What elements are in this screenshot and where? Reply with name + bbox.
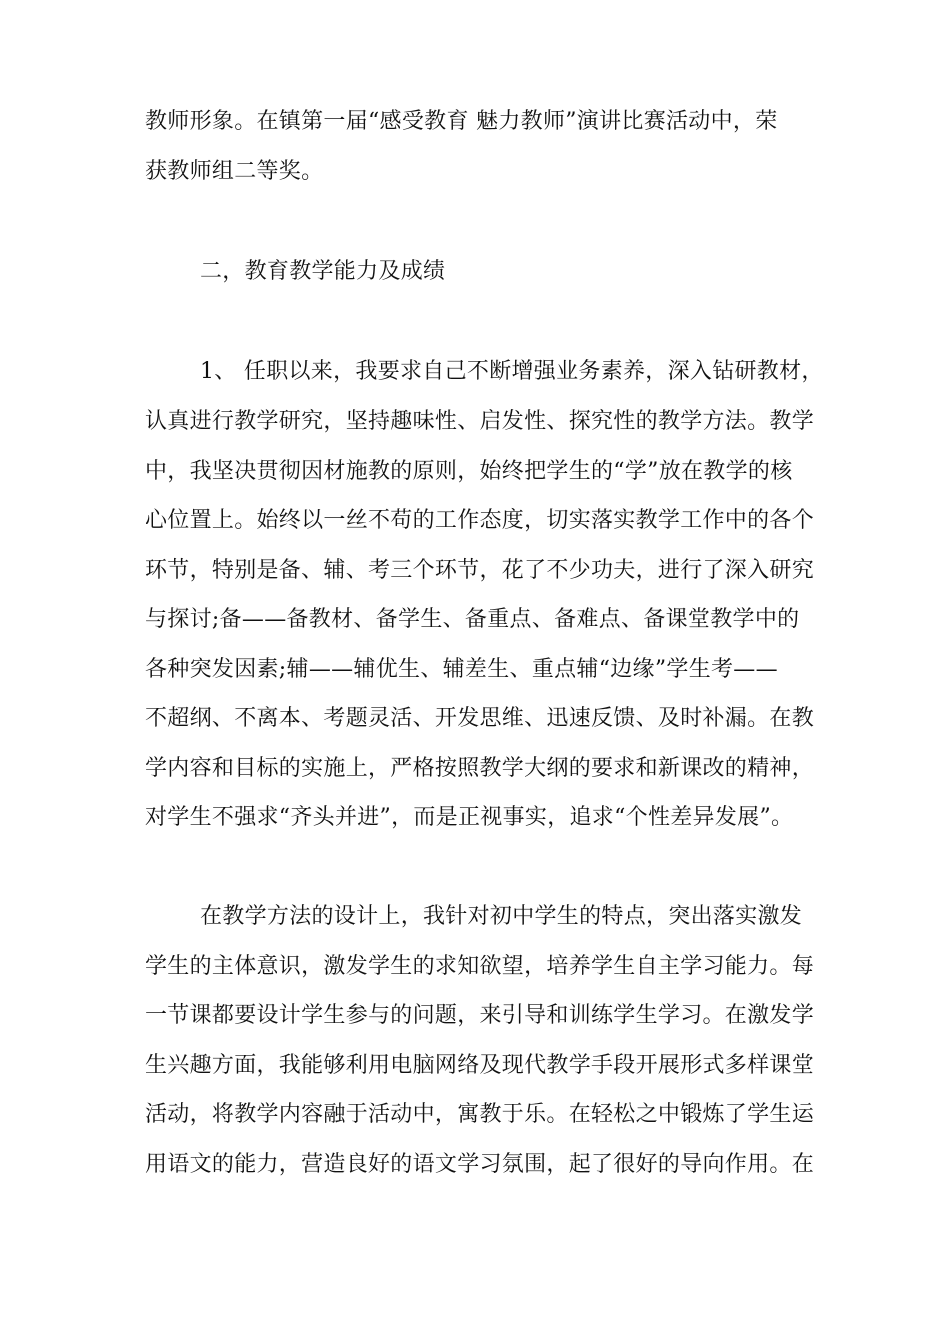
paragraph-2-line: 生兴趣方面，我能够利用电脑网络及现代教学手段开展形式多样课堂 <box>145 1053 815 1078</box>
paragraph-1-line: 各种突发因素;辅——辅优生、辅差生、重点辅“边缘”学生考—— <box>145 657 778 682</box>
section-heading: 二，教育教学能力及成绩 <box>200 259 446 284</box>
paragraph-1-line: 1、 任职以来，我要求自己不断增强业务素养，深入钻研教材， <box>200 359 824 384</box>
paragraph-1-line: 中，我坚决贯彻因材施教的原则，始终把学生的“学”放在教学的核 <box>145 459 793 484</box>
paragraph-1-line: 对学生不强求“齐头并进”，而是正视事实，追求“个性差异发展”。 <box>145 805 794 830</box>
paragraph-2-line: 学生的主体意识，激发学生的求知欲望，培养学生自主学习能力。每 <box>145 954 815 979</box>
paragraph-2-line: 在教学方法的设计上，我针对初中学生的特点，突出落实激发 <box>200 904 803 929</box>
paragraph-1-line: 不超纲、不离本、考题灵活、开发思维、迅速反馈、及时补漏。在教 <box>145 706 815 731</box>
paragraph-1-line: 学内容和目标的实施上，严格按照教学大纲的要求和新课改的精神， <box>145 756 815 781</box>
paragraph-1-line: 认真进行教学研究，坚持趣味性、启发性、探究性的教学方法。教学 <box>145 409 815 434</box>
paragraph-1-line: 环节，特别是备、辅、考三个环节，花了不少功夫，进行了深入研究 <box>145 558 815 583</box>
paragraph-2-line: 一节课都要设计学生参与的问题，来引导和训练学生学习。在激发学 <box>145 1003 815 1028</box>
paragraph-2-line: 活动，将教学内容融于活动中，寓教于乐。在轻松之中锻炼了学生运 <box>145 1102 815 1127</box>
paragraph-1-line: 与探讨;备——备教材、备学生、备重点、备难点、备课堂教学中的 <box>145 607 800 632</box>
paragraph-2-line: 用语文的能力，营造良好的语文学习氛围，起了很好的导向作用。在 <box>145 1152 815 1177</box>
paragraph-intro-line: 获教师组二等奖。 <box>145 159 324 184</box>
paragraph-1-line: 心位置上。始终以一丝不苟的工作态度，切实落实教学工作中的各个 <box>145 508 815 533</box>
paragraph-intro-line: 教师形象。在镇第一届“感受教育 魅力教师”演讲比赛活动中，荣 <box>145 109 778 134</box>
